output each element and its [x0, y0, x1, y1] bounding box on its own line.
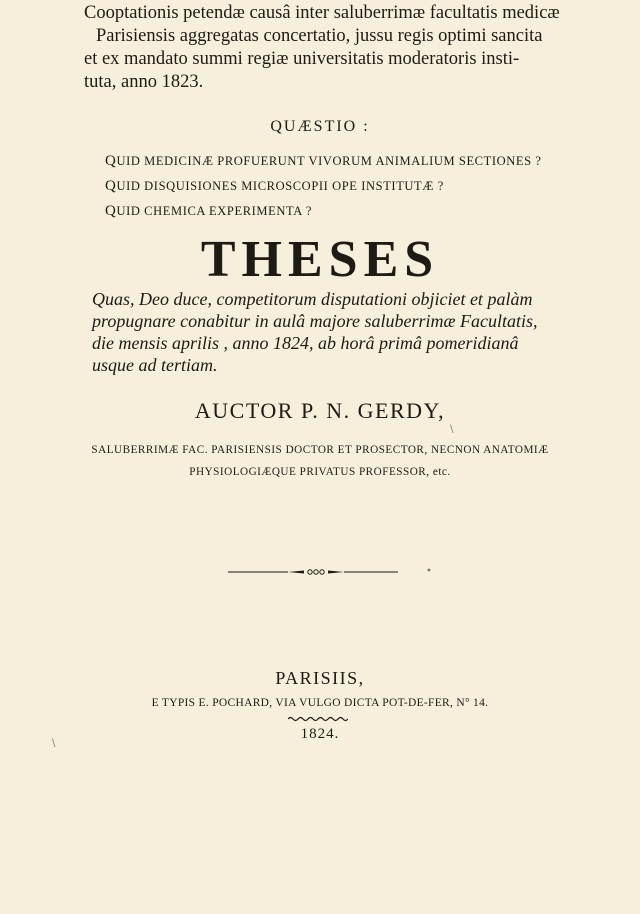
- ink-speck: \: [52, 738, 56, 749]
- author-title-line: PHYSIOLOGIÆQUE PRIVATUS PROFESSOR, etc.: [189, 466, 451, 478]
- question-initial: Q: [105, 203, 117, 219]
- question-initial: Q: [105, 153, 117, 169]
- intro-line: Cooptationis petendæ causâ inter saluberrimæ facultatis medicæ: [84, 3, 560, 23]
- disputation-line: die mensis aprilis , anno 1824, ab horâ primâ pomeridianâ: [92, 333, 519, 353]
- question-line: [105, 203, 312, 220]
- author-name: AUCTOR P. N. GERDY,: [194, 398, 446, 423]
- disputation-line: usque ad tertiam.: [92, 355, 218, 375]
- question-text: UID DISQUISIONES MICROSCOPII OPE INSTITUTÆ ?: [116, 179, 444, 193]
- intro-line: et ex mandato summi regiæ universitatis moderatoris insti-: [84, 49, 520, 69]
- imprint-year: 1824.: [300, 726, 340, 742]
- wavy-rule: [288, 716, 348, 722]
- questio-heading: QUÆSTIO :: [270, 118, 370, 135]
- question-line: [105, 153, 542, 170]
- disputation-line: Quas, Deo duce, competitorum disputationi objiciet et palàm: [92, 289, 533, 309]
- intro-line: tuta, anno 1823.: [84, 72, 204, 92]
- disputation-line: propugnare conabitur in aulâ majore saluberrimæ Facultatis,: [92, 311, 538, 331]
- imprint-city: PARISIIS,: [275, 668, 365, 688]
- question-initial: Q: [105, 178, 117, 194]
- ink-speck: \: [450, 424, 454, 435]
- question-text: UID MEDICINÆ PROFUERUNT VIVORUM ANIMALIUM SECTIONES ?: [116, 154, 542, 168]
- question-text: UID CHEMICA EXPERIMENTA ?: [116, 204, 313, 218]
- author-title-line: SALUBERRIMÆ FAC. PARISIENSIS DOCTOR ET PROSECTOR, NECNON ANATOMIÆ: [91, 444, 549, 456]
- intro-paragraph: [84, 2, 564, 94]
- intro-line: Parisiensis aggregatas concertatio, jussu regis optimi sancita: [96, 26, 543, 46]
- ornament-rule: [226, 566, 406, 578]
- disputation-paragraph: [92, 288, 562, 376]
- imprint-printer: E TYPIS E. POCHARD, VIA VULGO DICTA POT-DE-FER, N° 14.: [151, 697, 489, 709]
- question-line: [105, 178, 444, 195]
- theses-title: THESES: [200, 231, 440, 288]
- ink-speck: •: [426, 566, 432, 577]
